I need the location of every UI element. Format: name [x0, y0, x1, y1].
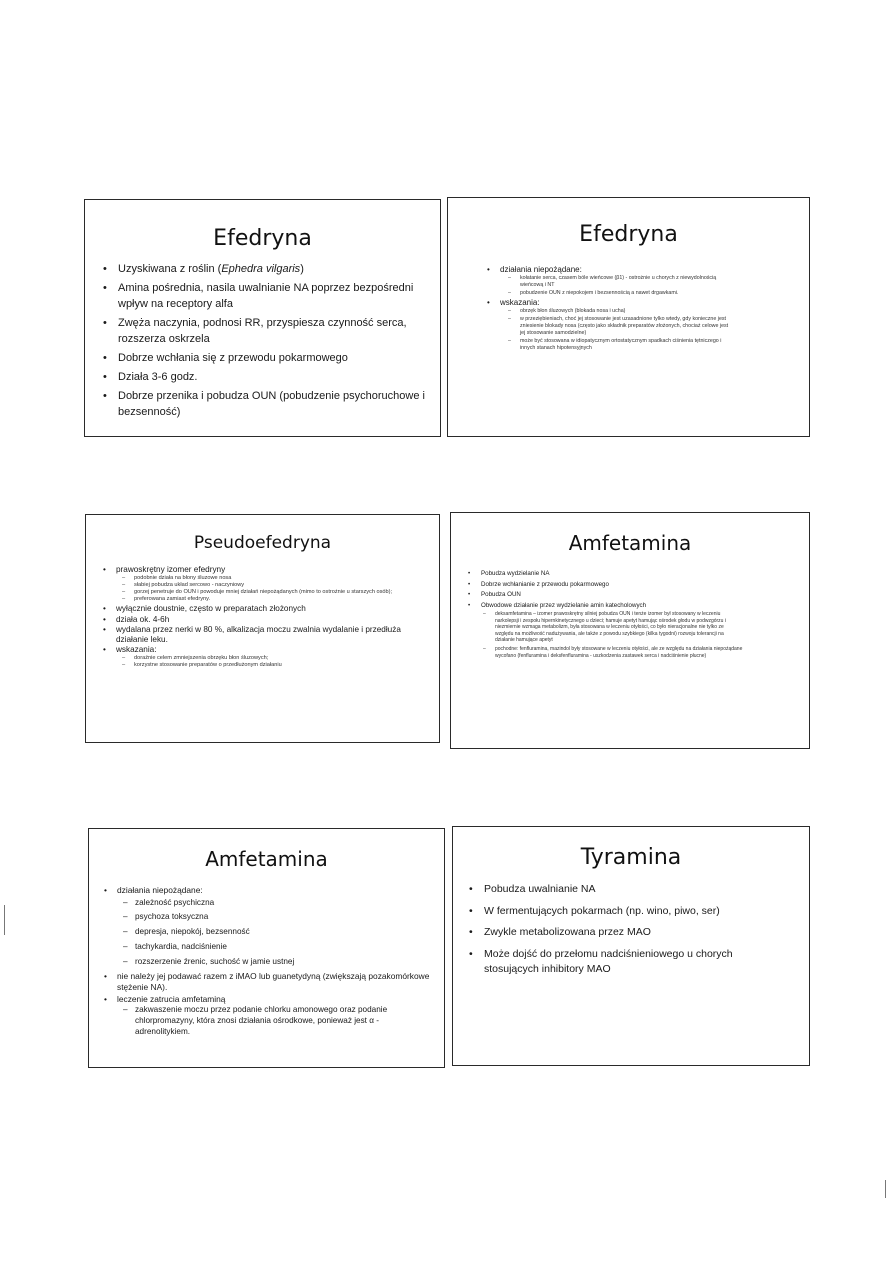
sub-list	[500, 308, 729, 352]
bullet-item: • wyłącznie doustnie, często w preparatach złożonych	[116, 604, 425, 614]
sub-list	[481, 611, 743, 659]
scan-mark	[885, 1180, 886, 1198]
slide-title: Tyramina	[580, 845, 682, 870]
sub-list	[117, 896, 432, 970]
slide-tyramina	[452, 826, 810, 1066]
sub-list	[116, 655, 425, 669]
slide-title: Efedryna	[579, 222, 678, 247]
scan-mark	[4, 905, 5, 935]
bullet-item: • działa ok. 4-6h	[116, 615, 425, 625]
bullet-item: • wskazania: – doraźnie celem zmniejszenia obrzęku błon śluzowych; – korzystne stosowanie preparatów o przedłużonym działaniu	[116, 645, 425, 669]
bullet-item: • Pobudza OUN	[481, 590, 743, 601]
slide-title: Pseudoefedryna	[193, 533, 332, 553]
slide-amfetamina-2	[88, 828, 445, 1068]
sub-item: – w przeziębieniach, choć jej stosowanie jest uzasadnione tylko wtedy, gdy konieczne jest zniesienie blokady nosa (często jako składnik preparatów złożonych, chociaż celowe jest jej stosowanie samodzielne)	[520, 316, 729, 337]
sub-item: – pochodne: fenfluramina, mazindol były stosowane w leczeniu otyłości, ale ze względu na działania niepożądane wycofano (fenfluramina i deksfenfluramina - uszkodzenia zastawek serca i nadciśnienie płucne)	[495, 646, 743, 659]
sub-item: – tachykardia, nadciśnienie	[135, 940, 432, 955]
sub-list	[116, 575, 425, 604]
slide-efedryna-1	[84, 199, 441, 437]
slide-efedryna-2	[447, 197, 810, 437]
bullet-list	[89, 885, 444, 1037]
sub-item: – zależność psychiczna	[135, 896, 432, 911]
bullet-item: • Amina pośrednia, nasila uwalnianie NA poprzez bezpośredni wpływ na receptory alfa	[118, 280, 430, 312]
sub-item: – rozszerzenie źrenic, suchość w jamie ustnej	[135, 955, 432, 970]
slide-title: Efedryna	[213, 226, 312, 251]
bullet-list	[451, 569, 809, 659]
sub-list	[117, 1005, 432, 1037]
bullet-item: • wskazania: – obrzęk błon śluzowych (blokada nosa i ucha) – w przeziębieniach, choć jej stosowanie jest uzasadnione tylko wtedy, gdy konieczne jest zniesienie blokady nosa (często jako składnik preparatów złożonych, chociaż celowe jest jej stosowanie samodzielne) – może być stosowana w idiopatycznym ortostatycznym spadkach ciśnienia tętniczego i innych stanach hipotensyjnych	[500, 298, 729, 352]
bullet-item: • Działa 3-6 godz.	[118, 369, 430, 385]
bullet-item: • leczenie zatrucia amfetaminą – zakwaszenie moczu przez podanie chlorku amonowego oraz podanie chlorpromazyny, która znosi działania ośrodkowe, ponieważ jest α - adrenolitykiem.	[117, 994, 432, 1037]
bullet-item: • Dobrze wchłania się z przewodu pokarmowego	[118, 350, 430, 366]
bullet-list	[448, 265, 809, 352]
bullet-item: • nie należy jej podawać razem z iMAO lub guanetydyną (zwiększają pozakomórkowe stężenie NA).	[117, 971, 432, 992]
bullet-item: • Zwykle metabolizowana przez MAO	[484, 925, 781, 941]
bullet-list	[86, 565, 439, 669]
sub-item: – może być stosowana w idiopatycznym ortostatycznym spadkach ciśnienia tętniczego i innych stanach hipotensyjnych	[520, 338, 729, 352]
bullet-item: • działania niepożądane: – zależność psychiczna – psychoza toksyczna – depresja, niepokój, bezsenność – tachykardia, nadciśnienie – rozszerzenie źrenic, suchość w jamie ustnej	[117, 885, 432, 969]
latin-name: Ephedra vilgaris	[221, 263, 301, 275]
slide-title: Amfetamina	[205, 847, 328, 871]
bullet-item: • wydalana przez nerki w 80 %, alkalizacja moczu zwalnia wydalanie i przedłuża działanie leku.	[116, 625, 425, 644]
bullet-item: • Dobrze wchłanianie z przewodu pokarmowego	[481, 580, 743, 591]
bullet-item: • Dobrze przenika i pobudza OUN (pobudzenie psychoruchowe i bezsenność)	[118, 388, 430, 420]
sub-item: – preferowana zamiast efedryny.	[134, 596, 425, 603]
sub-item: – słabiej pobudza układ sercowo - naczyniowy	[134, 582, 425, 589]
sub-item: – obrzęk błon śluzowych (blokada nosa i ucha)	[520, 308, 729, 315]
bullet-item: • działania niepożądane: – kołatanie serca, czasem bóle wieńcowe (β1) - ostrożnie u chorych z niewydolnością wieńcową i NT – pobudzenie OUN z niepokojem i bezsennością a nawet drgawkami.	[500, 265, 729, 297]
sub-item: – doraźnie celem zmniejszenia obrzęku błon śluzowych;	[134, 655, 425, 662]
sub-item: – korzystne stosowanie preparatów o przedłużonym działaniu	[134, 662, 425, 669]
sub-list	[500, 275, 729, 297]
bullet-item: • W fermentujących pokarmach (np. wino, piwo, ser)	[484, 904, 781, 920]
bullet-item: • Pobudza wydzielanie NA	[481, 569, 743, 580]
bullet-item: • Pobudza uwalnianie NA	[484, 882, 781, 898]
sub-item: – zakwaszenie moczu przez podanie chlorku amonowego oraz podanie chlorpromazyny, która znosi działania ośrodkowe, ponieważ jest α - adrenolitykiem.	[135, 1005, 432, 1037]
sub-item: – depresja, niepokój, bezsenność	[135, 925, 432, 940]
sub-item: – kołatanie serca, czasem bóle wieńcowe (β1) - ostrożnie u chorych z niewydolnością wieńcową i NT	[520, 275, 729, 289]
bullet-item: • Może dojść do przełomu nadciśnieniowego u chorych stosujących inhibitory MAO	[484, 947, 781, 978]
slide-title: Amfetamina	[568, 531, 692, 555]
sub-item: – podobnie działa na błony śluzowe nosa	[134, 575, 425, 582]
bullet-item: • prawoskrętny izomer efedryny – podobnie działa na błony śluzowe nosa – słabiej pobudza układ sercowo - naczyniowy – gorzej penetruje do OUN i powoduje mniej działań niepożądanych (mimo to ostrożnie u starszych osób); – preferowana zamiast efedryny.	[116, 565, 425, 603]
bullet-item: • Obwodowe działanie przez wydzielanie amin katecholowych – deksamfetamina – izomer prawoskrętny silniej pobudza OUN i tenże izomer był stosowany w leczeniu narkolepsji i zespołu hipernkinetycznego u dzieci; hamuje apetyt hamując ośrodek głodu w podwzgórzu i niezmiernie wzmaga metabolizm, była stosowana w leczeniu otyłości, co było nieracjonalne nie tylko ze względu na możliwość nadużywania, ale także z powodu szybkiego (kilka tygodni) rozwoju tolerancji na działanie hamujące apetyt – pochodne: fenfluramina, mazindol były stosowane w leczeniu otyłości, ale ze względu na działania niepożądane wycofano (fenfluramina i deksfenfluramina - uszkodzenia zastawek serca i nadciśnienie płucne)	[481, 601, 743, 660]
bullet-list	[453, 882, 809, 978]
sub-item: – deksamfetamina – izomer prawoskrętny silniej pobudza OUN i tenże izomer był stosowany w leczeniu narkolepsji i zespołu hipernkinetycznego u dzieci; hamuje apetyt hamując ośrodek głodu w podwzgórzu i niezmiernie wzmaga metabolizm, była stosowana w leczeniu otyłości, co było nieracjonalne nie tylko ze względu na możliwość nadużywania, ale także z powodu szybkiego (kilka tygodni) rozwoju tolerancji na działanie hamujące apetyt	[495, 611, 743, 644]
bullet-list	[85, 261, 440, 420]
bullet-item: • Uzyskiwana z roślin (Ephedra vilgaris)	[118, 261, 430, 277]
sub-item: – psychoza toksyczna	[135, 910, 432, 925]
sub-item: – gorzej penetruje do OUN i powoduje mniej działań niepożądanych (mimo to ostrożnie u starszych osób);	[134, 589, 425, 596]
sub-item: – pobudzenie OUN z niepokojem i bezsennością a nawet drgawkami.	[520, 290, 729, 297]
slide-pseudoefedryna	[85, 514, 440, 743]
slide-amfetamina-1	[450, 512, 810, 749]
bullet-item: • Zwęża naczynia, podnosi RR, przyspiesza czynność serca, rozszerza oskrzela	[118, 315, 430, 347]
